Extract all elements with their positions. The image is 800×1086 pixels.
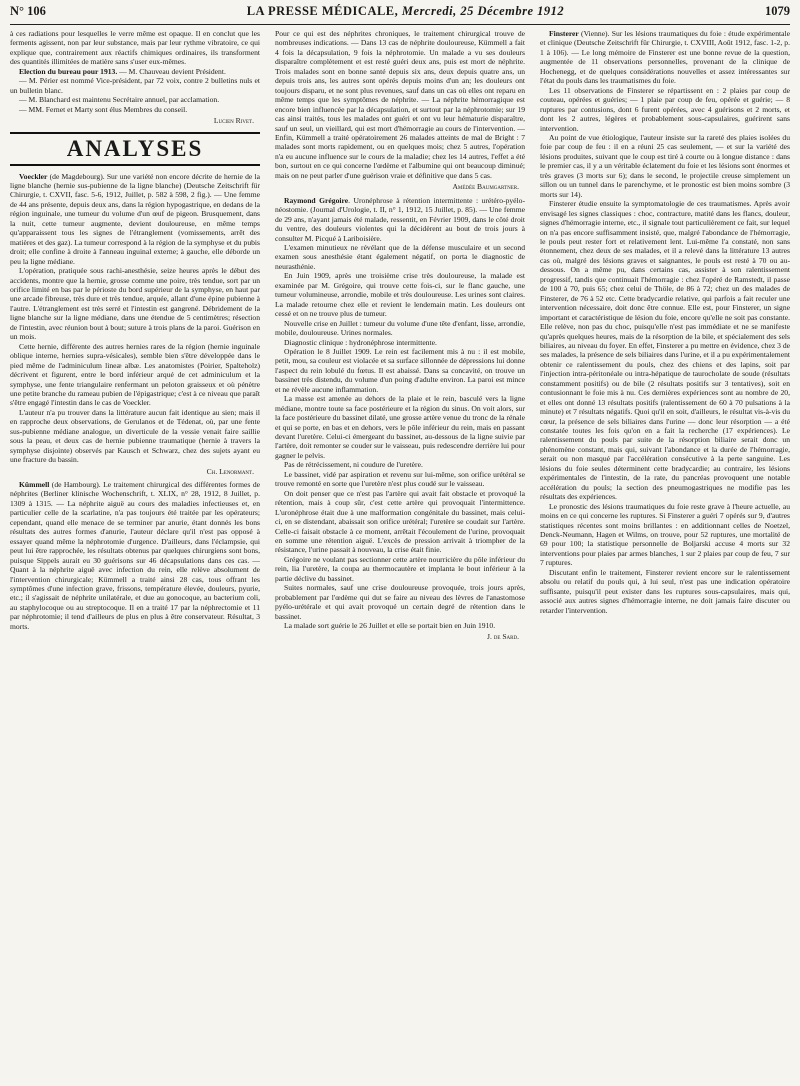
paragraph: Suites normales, sauf une crise douloureuse provoquée, trois jours après, probablement par l'œdème qui dut se faire au niveau des lèvres de l'anastomose pyélo-urétérale et qui avait provoqué un certain degré de rétention dans le bassinet. — [275, 583, 525, 621]
article-author: Raymond Grégoire — [284, 195, 349, 205]
paragraph: La masse est amenée au dehors de la plaie et le rein, basculé vers la ligne médiane, montre toute sa face postérieure et la région du sinus. On voit alors, sur la face postérieure du bassinet dilaté, une grosse artère venue du tronc de la rénale et qui se porte, en bas et en dehors, vers le pôle inférieur du rein, mais en passant devant l'uretère. Celui-ci émergeant du bassinet, au-dessous de la ligne suivie par l'artère, doit remonter se couder sur le vaisseau, puis redescendre derrière lui pour gagner le pelvis. — [275, 394, 525, 460]
paragraph: En Juin 1909, après une troisième crise très douloureuse, la malade est examinée par M. Grégoire, qui trouve cette fois-ci, sur le flanc gauche, une tumeur volumineuse, arrondie, mobile et très douloureuse. Les urines sont claires. La malade retourne chez elle et revient le lendemain matin. Les douleurs ont cessé et on ne trouve plus de tumeur. — [275, 271, 525, 319]
newspaper-page — [10, 4, 790, 1076]
column-1 — [10, 29, 260, 1071]
article-paragraph: Voeckler (de Magdebourg). Sur une variété non encore décrite de hernie de la ligne blanche (hernie sus-pubienne de la ligne blanche) (Deutsche Zeitschrift für Chirurgie, t. CXVII, fasc. 5-6, 1912, Juillet, p. 582 à 598, 2 fig.). — Une femme de 44 ans présente, depuis deux ans, dans la région hypogastrique, en dedans de la région inguinale, une tumeur du volume d'un œuf de pigeon. Brusquement, dans la nuit, cette tumeur augmente, devient douloureuse, en même temps qu'apparaissent tous les signes de l'étranglement (vomissements, arrêt des matières et des gaz). La tumeur correspond à la région de la symphyse et du pubis droit; elle confine à droite à l'anneau inguinal externe; à gauche, elle déborde un peu la ligne médiane. — [10, 171, 260, 266]
signature: Lucien Rivet. — [213, 116, 254, 126]
signature: Amédée Baumgartner. — [452, 182, 519, 192]
paragraph: — MM. Fernet et Marty sont élus Membres du conseil. — [19, 104, 188, 114]
signature: J. de Sard. — [487, 631, 519, 641]
paragraph: L'opération, pratiquée sous rachi-anesthésie, seize heures après le début des accidents, montre que la hernie, grosse comme une poire, très tendue, sort par un orifice limité en bas par le périoste du bord supérieur de la symphyse, en haut par une arcade fibreuse, très dure et très tendue, arquée, allant d'une épine pubienne à l'autre. L'étranglement est très serré et l'intestin est gangrené. Débridement de la ligne blanche sur la ligne médiane, dans une étendue de 5 centimètres; résection de l'intestin, avec réunion bout à bout; suture à trois plans de la paroi. Guérison en un mois. — [10, 266, 260, 342]
paragraph: Nouvelle crise en Juillet : tumeur du volume d'une tête d'enfant, lisse, arrondie, mobile, douloureuse. Urines normales. — [275, 318, 525, 338]
article-author: Finsterer — [549, 29, 579, 38]
issue-number: N° 106 — [10, 4, 46, 18]
paragraph: Pour ce qui est des néphrites chroniques, le traitement chirurgical trouve de nombreuses indications. — Dans 13 cas de néphrite douloureuse, Kümmell a fait 4 fois la décapsulation, 9 fois la néphrotomie. Un malade a vu ses douleurs disparaître complètement et est resté guéri deux ans, puis est mort de néphrite. Trois malades sont en bonne santé depuis six ans, deux depuis quatre ans, un depuis trois ans, les autres sont opérés depuis moins d'un an; les douleurs ont toujours disparu, et ne sont plus revenues, sauf dans un cas où elles ont reparu en même temps que les symptômes de néphrite. — La néphrite hémorragique est encore bien influencée par la décapsulation, et surtout par la néphrotomie; sur 19 cas ainsi traités, tous les malades ont guéri et ont vu leur hématurie disparaître, sauf un seul, un vieillard, qui est mort d'hémorragie au cours de l'intervention. — Enfin, Kümmell a traité opératoirement 26 malades atteints de mal de Bright : 7 malades sont morts rapidement, ou en quelques mois; chez 5 autres, l'opération n'a eu aucune influence sur le cours de la maladie; chez les 14 autres, l'effet a été bon, surtout en ce qui concerne l'œdème et l'albumine qui ont beaucoup diminué; mais on ne peut parler d'une guérison vraie et définitive que dans 5 cas. — [275, 29, 525, 180]
issue-date: Mercredi, 25 Décembre 1912 — [401, 4, 565, 18]
election-heading: Election du bureau pour 1913. — [19, 66, 118, 76]
paragraph: Le pronostic des lésions traumatiques du foie reste grave à l'heure actuelle, au moins en ce qui concerne les ruptures. Si Finsterer a guéri 7 opérés sur 9, d'autres statistiques récentes sont moins brillantes : en additionnant celles de Noetzel, Denck-Neumann, Hagen et Wilms, on trouve, pour 52 ruptures, une mortalité de 69 pour 100; la statistique personnelle de Boljarski accuse 4 morts sur 32 interventions pour plaies par armes blanches, 1 sur 2 plaies par coup de feu, 7 sur 7 ruptures. — [540, 501, 790, 568]
paragraph: Finsterer étudie ensuite la symptomatologie de ces traumatismes. Après avoir envisagé les signes classiques : choc, contracture, matité dans les flancs, douleur, signes d'hémorragie interne, etc., il signale tout particulièrement ce fait, sur lequel on n'a pas encore suffisamment insisté, que, malgré l'abondance de l'hémorragie, le pouls peut rester fort et relativement lent. Lui-même l'a constaté, non sans étonnement, chez deux de ses malades, et il a relevé dans la littérature 13 autres cas où, malgré des lésions graves et saignantes, le pouls est resté à 70 ou au-dessous. On a même pu, dans certains cas, assister à son ralentissement progressif, tandis que continuait l'hémorragie : chez l'opéré de Ramstedt, il passe de 100 à 70, puis 65; chez celui de Thöle, de 86 à 72; chez un des malades de Finsterer, de 76 à 52 etc. Cette bradycardie relative, qui parfois a fait reculer une intervention nécessaire, doit donc être connue. Elle est, pour Finsterer, un signe important et caractéristique de lésion du foie, encore qu'elle ne soit pas constante. Elle relève, non pas du choc, puisqu'elle n'est pas immédiate et ne se manifeste qu'après quelques heures, mais de la résorption de la bile, et spécialement des sels biliaires, au niveau du foyer. En effet, Finsterer a pu mettre en évidence, chez 3 de ses malades, la présence de sels biliaires dans l'urine, et il a pu expérimentalement obtenir ce ralentissement du pouls, chez des chiens et des lapins, soit par l'injection intra-péritonéale ou intra-hépatique de taurocholate de soude (résultats constamment positifs) ou de bile (2 résultats positifs sur 3 tentatives), soit en contusionnant le foie mis à nu. Ces dernières expériences sont au nombre de 20, et elles ont donné 13 résultats positifs (ralentissement de 60 à 70 pulsations à la minute) et 7 résultats négatifs. Quoi qu'il en soit, d'ailleurs, le résultat vis-à-vis du cœur, la présence de sels biliaires dans l'urine — donc leur résorption — a été constatée toutes les fois qu'on en a fait la recherche (17 expériences). Le ralentissement du pouls par suite de la résorption biliaire serait donc un phénomène constant, mais qui, suivant l'abondance et la durée de l'hémorragie, serait ou non masqué par l'accélération consécutive à la perte sanguine. Les lésions du foie seules déterminent cette bradycardie; au contraire, les lésions expérimentales de l'intestin, de la rate, du pancréas provoquent une notable accélération du pouls; la section des pneumogastriques ne modifie pas les résultats des expériences. — [540, 199, 790, 502]
article-author: Kümmell — [19, 480, 50, 490]
columns — [10, 29, 790, 1071]
page-header — [10, 4, 790, 25]
paragraph: Au point de vue étiologique, l'auteur insiste sur la rareté des plaies isolées du foie par coup de feu : il en a réuni 25 cas seulement, — et sur la variété des lésions produites, suivant que le coup est tiré à courte ou à longue distance : dans le premier cas, il y a un véritable éclatement du foie et les lésions sont énormes et très graves (3 morts sur 6); dans le second, le projectile creuse simplement un sillon ou un tunnel dans le parenchyme, et le pronostic est bien moins sombre (3 morts sur 14). — [540, 132, 790, 199]
column-3 — [540, 29, 790, 1071]
signature: Ch. Lenormant. — [206, 466, 254, 476]
paragraph: On doit penser que ce n'est pas l'artère qui avait fait obstacle et provoqué la rétention, mais à coup sûr, c'est cette artère qui provoquait l'intermittence. L'uronéphrose était due à une malformation congénitale du bassinet, mais celui-ci, en se distendant, abaissait son orifice urétéral; l'uretère se coudait sur l'artère. Celle-ci faisait obstacle à ce moment, arrêtait l'écoulement de l'urine, provoquait en somme une rétention aiguë. L'excès de pression arrivait à triompher de la résistance, l'urine passait à nouveau, la crise était finie. — [275, 488, 525, 555]
paragraph: Election du bureau pour 1913. — M. Chauveau devient Président. — [19, 66, 226, 76]
paragraph: à ces radiations pour lesquelles le verre même est opaque. Il en conclut que les ferments agissent, non par leur substance, mais par leur rythme vibratoire, ce qui explique que, contrairement aux réactifs chimiques ordinaires, ils transforment des quantités illimitées de matière sans s'user eux-mêmes. — [10, 29, 260, 67]
journal-name: LA PRESSE MÉDICALE, — [246, 4, 399, 18]
paragraph: Opération le 8 Juillet 1909. Le rein est facilement mis à nu : il est mobile, petit, mou, sa couleur est violacée et sa surface sillonnée de dépressions lui donne l'aspect du rein lobulé du fœtus. Il est abaissé. Dans sa concavité, on trouve un bassinet très distendu, du volume d'un poing d'adulte environ. La paroi est mince et ne révèle aucune inflammation. — [275, 346, 525, 394]
paragraph: Discutant enfin le traitement, Finsterer revient encore sur le ralentissement absolu ou relatif du pouls qui, à lui seul, n'est pas une indication opératoire suffisante, puisqu'il peut exister dans les ruptures sous-capsulaires, mais qui, associé aux autres signes d'hémorragie interne, ne doit jamais faire discuter ou retarder l'intervention. — [540, 567, 790, 615]
paragraph: L'examen minutieux ne révélant que de la défense musculaire et un second examen sous anesthésie étant également négatif, on porta le diagnostic de neurasthénie. — [275, 242, 525, 271]
paragraph: Grégoire ne voulant pas sectionner cette artère nourricière du pôle inférieur du rein, lia l'uretère, la coupa au thermocautère et implanta le bout inférieur à la partie déclive du bassinet. — [275, 554, 525, 583]
paragraph: Le bassinet, vidé par aspiration et revenu sur lui-même, son orifice urétéral se trouve remonté en sorte que l'uretère n'est plus coudé sur le vaisseau. — [275, 469, 525, 489]
paragraph: Cette hernie, différente des autres hernies rares de la région (hernie inguinale oblique interne, hernies supra-vésicales), semble bien s'être développée dans le pied même de l'adminiculum lineæ albæ. Les anatomistes (Poirier, Spalteholz) décrivent et figurent, entre le bord inférieur arqué de cet adminiculum et la symphyse, une fente triangulaire renfermant un peloton graisseux et où pénètre une petite branche du rameau pubien de l'épigastrique; c'est à ce niveau que paraît s'être engagé l'intestin dans le cas de Voeckler. — [10, 341, 260, 408]
paragraph: La malade sort guérie le 26 Juillet et elle se portait bien en Juin 1910. — [284, 621, 496, 631]
article-paragraph: Kümmell (de Hambourg). Le traitement chirurgical des différentes formes de néphrites (Berliner klinische Wochenschrift, t. XLIX, n° 28, 1912, 8 Juillet, p. 1309 à 1315. — La néphrite aiguë au cours des maladies infectieuses et, en particulier celle de la scarlatine, n'a pas toujours été traitée par les opérateurs; cependant, quand elle menace de se terminer par anurie, étant donnés les bons résultats des autres formes d'anurie, l'auteur déclare qu'il n'est pas opposé à essayer quand même la néphrotomie d'urgence. D'ailleurs, dans l'éclampsie, qui peut lui être rapprochée, les résultats obtenus par quelques chirurgiens sont bons, puisque Sippels aurait eu 30 guérisons sur 46 décapsulations dans ces cas. — Quant à la néphrite aiguë avec infection du rein, elle relève absolument de l'intervention chirurgicale; Kümmell a traité ainsi 28 cas, tous offrant les symptômes d'une infection grave, frissons, température élevée, douleurs, pyurie, etc.; il s'agissait de néphrite unilatérale, et due au gonocoque, au bacterium coli, au staphylocoque ou au streptocoque. Il en a traité 17 par la néphrectomie et 11 par néphrotomie; il tend d'ailleurs de plus en plus à être conservateur. Résultat, 3 morts. — [10, 480, 260, 631]
page-folio: 1079 — [765, 4, 790, 18]
column-2 — [275, 29, 525, 1071]
section-title: ANALYSES — [66, 135, 204, 161]
paragraph: L'auteur n'a pu trouver dans la littérature aucun fait identique au sien; mais il en rapproche deux observations, de Gerulanos et de Tédenat, où, par une fente sus-pubienne médiane analogue, un diverticule de la vessie venait faire saillie sous la peau, et deux cas de hernie pubienne traumatique (hernie à travers la symphyse disjointe) observés par Kausch et Schwarz, chez des sujets ayant eu une fracture du bassin. — [10, 407, 260, 465]
article-author: Voeckler — [19, 171, 48, 181]
analyses-section-title — [10, 132, 260, 166]
paragraph: — M. Périer est nommé Vice-président, par 72 voix, contre 2 bulletins nuls et un bulletin blanc. — [10, 76, 260, 95]
article-paragraph: Finsterer (Vienne). Sur les lésions traumatiques du foie : étude expérimentale et clinique (Deutsche Zeitschrift für Chirurgie, t. CXVIII, Août 1912, fasc. 1-2, p. 1 à 106). — Le long mémoire de Finsterer est une bonne revue de la question, augmentée de 11 observations personnelles, provenant de la clinique de Hochenegg, et de quelques considérations nouvelles et assez intéressantes sur l'état du pouls dans les traumatismes du foie. — [540, 29, 790, 86]
masthead — [247, 4, 564, 19]
paragraph: Diagnostic clinique : hydronéphrose intermittente. — [284, 337, 437, 347]
paragraph: Pas de rétrécissement, ni coudure de l'uretère. — [284, 460, 423, 470]
article-paragraph: Raymond Grégoire. Uronéphrose à rétention intermittente : urétéro-pyélo-néostomie. (Journal d'Urologie, t. II, n° 1, 1912, 15 Juillet, p. 85). — Une femme de 29 ans, n'ayant jamais été malade, ressentit, en Février 1909, dans le côté droit du ventre, des douleurs violentes qui la décidèrent au bout de trois jours à consulter M. Picqué à Lariboisière. — [275, 195, 525, 243]
paragraph: Les 11 observations de Finsterer se répartissent en : 2 plaies par coup de couteau, opérées et guéries; — 1 plaie par coup de feu, opérée et guérie; — 8 ruptures par contusions, dont 6 furent opérées, avec 4 guérisons et 2 morts, et dont les 2 autres, légères et probablement sous-capsulaires, guérirent sans intervention. — [540, 85, 790, 133]
paragraph: — M. Blanchard est maintenu Secrétaire annuel, par acclamation. — [19, 95, 220, 105]
